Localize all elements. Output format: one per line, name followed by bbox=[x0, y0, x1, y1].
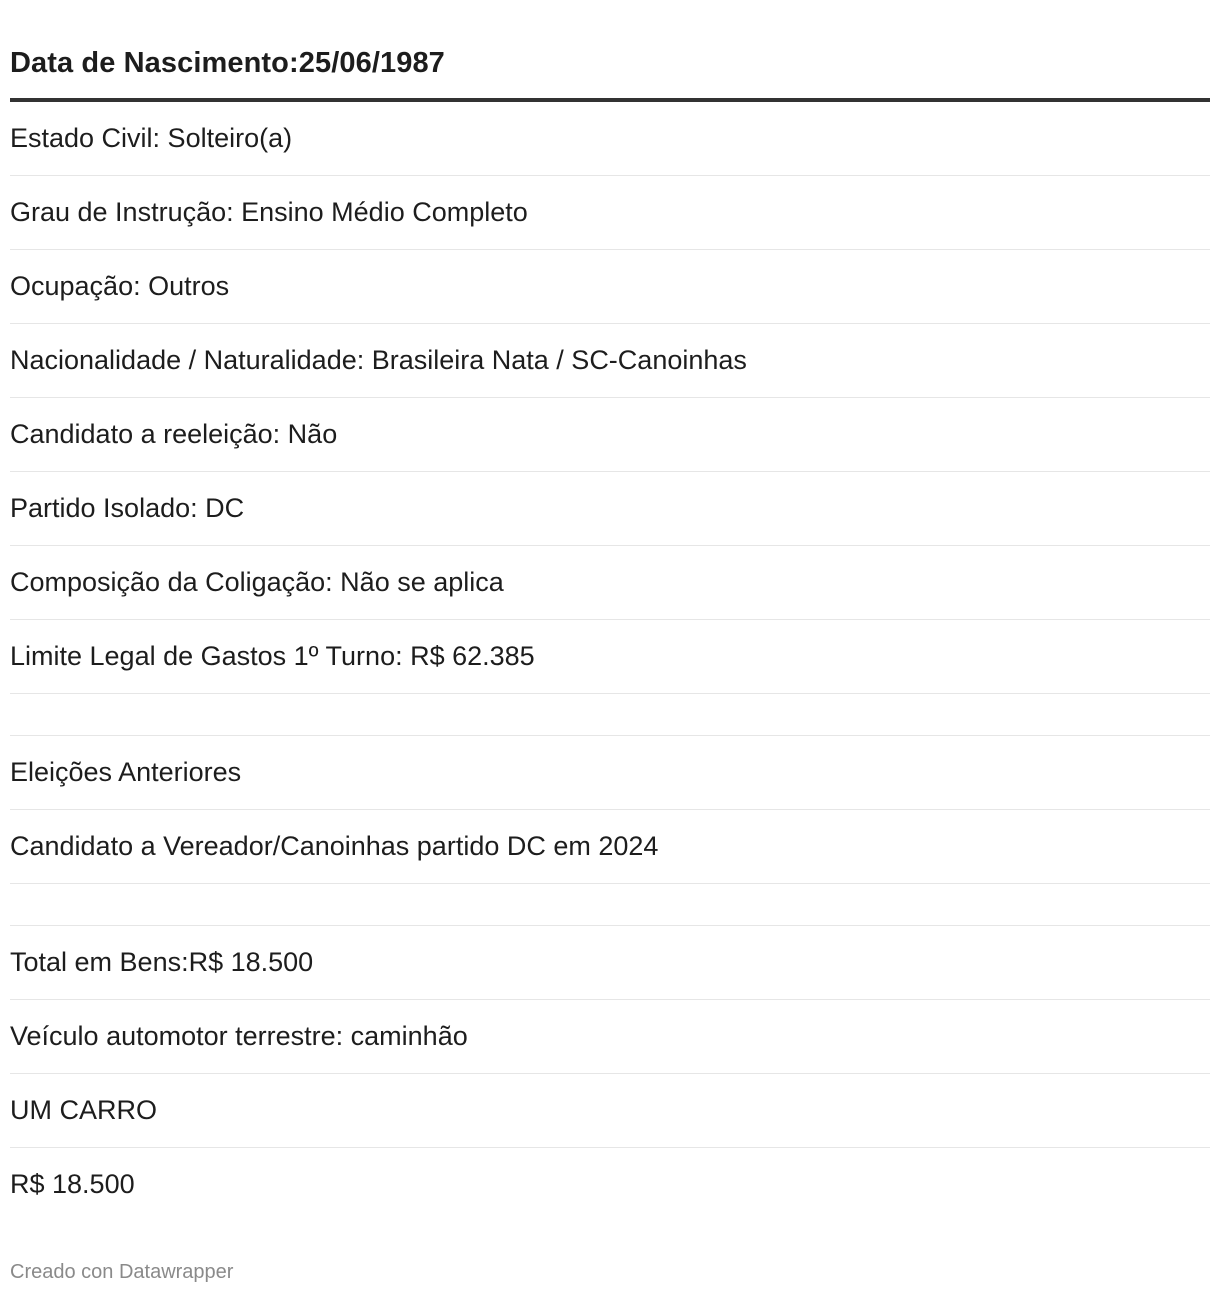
datawrapper-credit[interactable]: Creado con Datawrapper bbox=[10, 1261, 234, 1283]
table-cell: Nacionalidade / Naturalidade: Brasileira Nata / SC-Canoinhas bbox=[10, 345, 747, 375]
table-row bbox=[10, 472, 1210, 546]
table-row-empty bbox=[10, 884, 1210, 926]
table-cell: Estado Civil: Solteiro(a) bbox=[10, 123, 293, 153]
table-row bbox=[10, 176, 1210, 250]
datawrapper-table bbox=[10, 0, 1210, 1283]
table-row bbox=[10, 736, 1210, 810]
table-cell: Eleições Anteriores bbox=[10, 757, 242, 787]
table-row bbox=[10, 1074, 1210, 1148]
table-row-empty bbox=[10, 694, 1210, 736]
table-cell: Candidato a Vereador/Canoinhas partido DC em 2024 bbox=[10, 831, 659, 861]
table-cell: Candidato a reeleição: Não bbox=[10, 419, 338, 449]
table-cell: Veículo automotor terrestre: caminhão bbox=[10, 1021, 468, 1051]
table-row bbox=[10, 546, 1210, 620]
table-cell: Composição da Coligação: Não se aplica bbox=[10, 567, 504, 597]
table-row bbox=[10, 926, 1210, 1000]
table-cell: UM CARRO bbox=[10, 1095, 157, 1125]
table-row bbox=[10, 1000, 1210, 1074]
table-cell: Limite Legal de Gastos 1º Turno: R$ 62.385 bbox=[10, 641, 535, 671]
table-row bbox=[10, 102, 1210, 176]
table-row bbox=[10, 398, 1210, 472]
header-cell: Data de Nascimento:25/06/1987 bbox=[10, 47, 445, 79]
table-row bbox=[10, 810, 1210, 884]
table-cell: Ocupação: Outros bbox=[10, 271, 230, 301]
table-cell: Partido Isolado: DC bbox=[10, 493, 245, 523]
table-row bbox=[10, 250, 1210, 324]
table-cell: Total em Bens:R$ 18.500 bbox=[10, 947, 314, 977]
table-cell: R$ 18.500 bbox=[10, 1169, 135, 1199]
table-row bbox=[10, 324, 1210, 398]
table-row bbox=[10, 620, 1210, 694]
table-cell: Grau de Instrução: Ensino Médio Completo bbox=[10, 197, 528, 227]
table-row bbox=[10, 1148, 1210, 1221]
table-header bbox=[10, 0, 1210, 102]
